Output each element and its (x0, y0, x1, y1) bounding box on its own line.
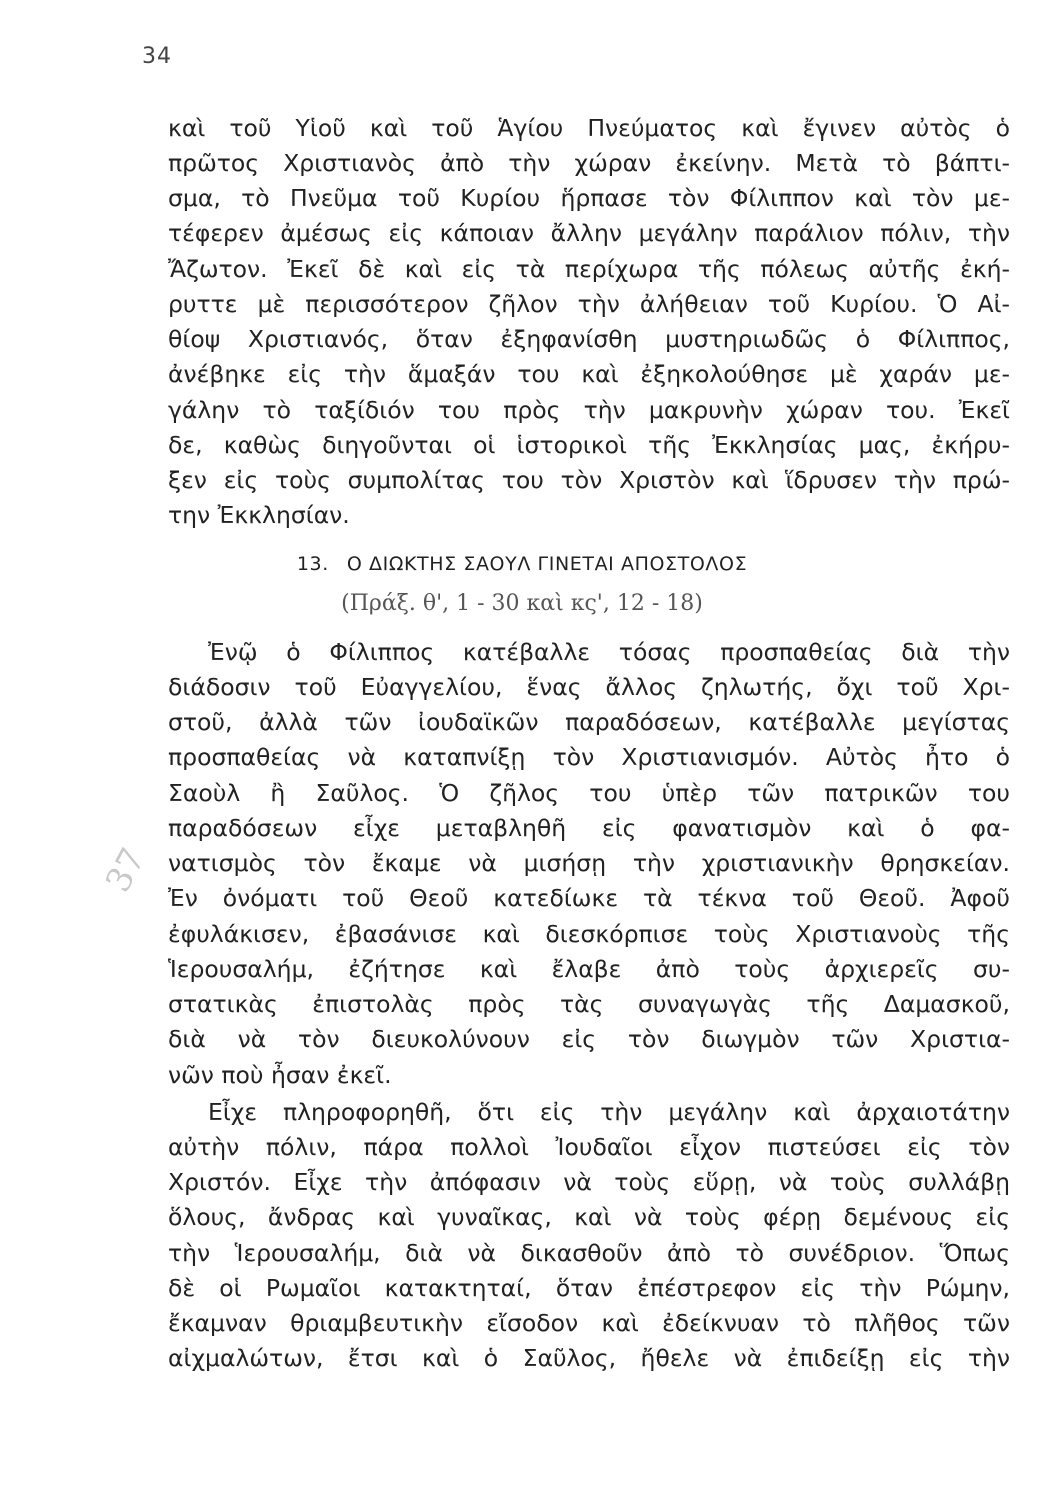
text-line: σμα, τὸ Πνεῦμα τοῦ Κυρίου ἥρπασε τὸν Φίλιππον καὶ τὸν με- (168, 184, 1010, 212)
text-line: Ἐν ὀνόματι τοῦ Θεοῦ κατεδίωκε τὰ τέκνα τοῦ Θεοῦ. Ἀφοῦ (168, 884, 1010, 912)
scripture-reference: (Πράξ. θ', 1 - 30 καὶ κς', 12 - 18) (341, 591, 703, 616)
section-heading (0, 553, 1044, 575)
text-line: διάδοσιν τοῦ Εὐαγγελίου, ἕνας ἄλλος ζηλωτής, ὄχι τοῦ Χρι- (168, 673, 1010, 701)
text-line: Ἄζωτον. Ἐκεῖ δὲ καὶ εἰς τὰ περίχωρα τῆς πόλεως αὐτῆς ἐκή- (168, 255, 1010, 283)
text-line: πρῶτος Χριστιανὸς ἀπὸ τὴν χώραν ἐκείνην. Μετὰ τὸ βάπτι- (168, 149, 1010, 177)
text-line: δε, καθὼς διηγοῦνται οἱ ἱστορικοὶ τῆς Ἐκκλησίας μας, ἐκήρυ- (168, 431, 1010, 459)
text-line: Εἶχε πληροφορηθῆ, ὅτι εἰς τὴν μεγάλην καὶ ἀρχαιοτάτην (208, 1098, 1010, 1126)
text-line: Ἐνῷ ὁ Φίλιππος κατέβαλλε τόσας προσπαθείας διὰ τὴν (208, 638, 1010, 666)
text-line: δὲ οἱ Ρωμαῖοι κατακτηταί, ὅταν ἐπέστρεφον εἰς τὴν Ρώμην, (168, 1274, 1010, 1302)
text-line: ρυττε μὲ περισσότερον ζῆλον τὴν ἀλήθειαν τοῦ Κυρίου. Ὁ Αἰ- (168, 290, 1010, 318)
text-line: αἰχμαλώτων, ἔτσι καὶ ὁ Σαῦλος, ἤθελε νὰ ἐπιδείξῃ εἰς τὴν (168, 1344, 1010, 1372)
text-line: ἔκαμναν θριαμβευτικὴν εἴσοδον καὶ ἐδείκνυαν τὸ πλῆθος τῶν (168, 1309, 1010, 1337)
text-line: ἀνέβηκε εἰς τὴν ἅμαξάν του καὶ ἐξηκολούθησε μὲ χαράν με- (168, 360, 1010, 388)
text-line: τέφερεν ἀμέσως εἰς κάποιαν ἄλλην μεγάλην παράλιον πόλιν, τὴν (168, 219, 1010, 247)
text-line: τὴν Ἱερουσαλήμ, διὰ νὰ δικασθοῦν ἀπὸ τὸ συνέδριον. Ὅπως (168, 1239, 1010, 1267)
text-line: ἐφυλάκισεν, ἐβασάνισε καὶ διεσκόρπισε τοὺς Χριστιανοὺς τῆς (168, 920, 1010, 948)
text-line: την Ἐκκλησίαν. (168, 501, 350, 529)
text-line: θίοψ Χριστιανός, ὅταν ἐξηφανίσθη μυστηριωδῶς ὁ Φίλιππος, (168, 325, 1010, 353)
text-line: στατικὰς ἐπιστολὰς πρὸς τὰς συναγωγὰς τῆς Δαμασκοῦ, (168, 990, 1010, 1018)
text-line: στοῦ, ἀλλὰ τῶν ἰουδαϊκῶν παραδόσεων, κατέβαλλε μεγίστας (168, 708, 1010, 736)
text-line: ὅλους, ἄνδρας καὶ γυναῖκας, καὶ νὰ τοὺς φέρῃ δεμένους εἰς (168, 1203, 1010, 1231)
text-line: αὐτὴν πόλιν, πάρα πολλοὶ Ἰουδαῖοι εἶχον πιστεύσει εἰς τὸν (168, 1133, 1010, 1161)
text-line: παραδόσεων εἶχε μεταβληθῆ εἰς φανατισμὸν καὶ ὁ φα- (168, 814, 1010, 842)
text-line: νατισμὸς τὸν ἔκαμε νὰ μισήσῃ τὴν χριστιανικὴν θρησκείαν. (168, 849, 1010, 877)
page-number: 34 (142, 44, 172, 69)
text-line: διὰ νὰ τὸν διευκολύνουν εἰς τὸν διωγμὸν τῶν Χριστια- (168, 1025, 1010, 1053)
text-line: καὶ τοῦ Υἱοῦ καὶ τοῦ Ἁγίου Πνεύματος καὶ ἔγινεν αὐτὸς ὁ (168, 114, 1010, 142)
text-line: Χριστόν. Εἶχε τὴν ἀπόφασιν νὰ τοὺς εὕρῃ, νὰ τοὺς συλλάβῃ (168, 1168, 1010, 1196)
section-number: 13. (296, 553, 329, 575)
text-line: γάλην τὸ ταξίδιόν του πρὸς τὴν μακρυνὴν χώραν του. Ἐκεῖ (168, 396, 1010, 424)
text-line: προσπαθείας νὰ καταπνίξῃ τὸν Χριστιανισμόν. Αὐτὸς ἦτο ὁ (168, 743, 1010, 771)
section-title: Ο ΔΙΩΚΤΗΣ ΣΑΟΥΛ ΓΙΝΕΤΑΙ ΑΠΟΣΤΟΛΟΣ (346, 553, 748, 575)
margin-annotation: 37 (98, 841, 154, 899)
text-line: νῶν ποὺ ἦσαν ἐκεῖ. (168, 1061, 392, 1089)
text-line: Σαοὺλ ἢ Σαῦλος. Ὁ ζῆλος του ὑπὲρ τῶν πατρικῶν του (168, 779, 1010, 807)
text-line: ξεν εἰς τοὺς συμπολίτας του τὸν Χριστὸν καὶ ἵδρυσεν τὴν πρώ- (168, 466, 1010, 494)
text-line: Ἱερουσαλήμ, ἐζήτησε καὶ ἔλαβε ἀπὸ τοὺς ἀρχιερεῖς συ- (168, 955, 1010, 983)
